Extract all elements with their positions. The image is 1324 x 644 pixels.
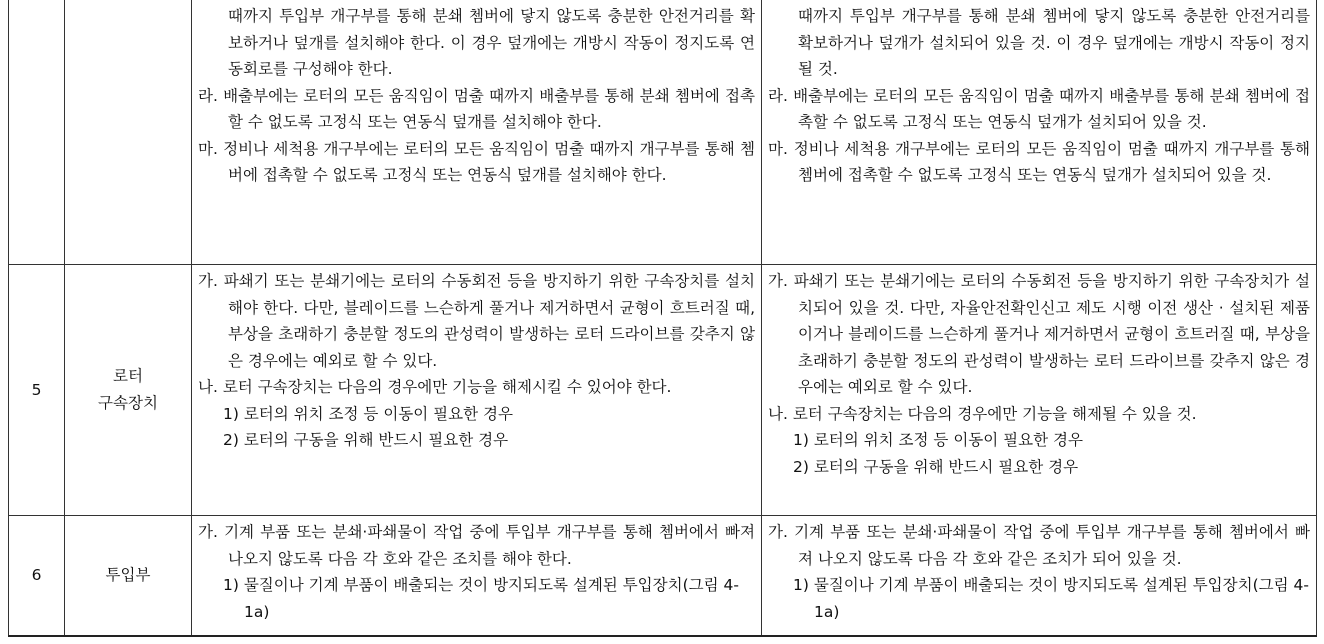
- item-name: [65, 0, 192, 265]
- standard-subitem: 1) 물질이나 기계 부품이 배출되는 것이 방지되도록 설계된 투입장치(그림 4-1a): [793, 576, 1309, 621]
- requirement-cell: [192, 516, 762, 637]
- standard-text: 가. 파쇄기 또는 분쇄기에는 로터의 수동회전 등을 방지하기 위한 구속장치가 설치되어 있을 것. 다만, 자율안전확인신고 제도 시행 이전 생산 · 설치된 제품이거나 블레이드를 느슨하게 풀거나 제거하면서 균형이 흐트러질 때, 부상을 초래하기 충분할 정도의 관성력이 발생하는 로터 드라이브를 갖추지 않은 경우에는 예외로 할 수 있다.: [768, 272, 1310, 396]
- item-name: [65, 516, 192, 637]
- standard-cell: [762, 516, 1317, 637]
- requirement-text: 나. 로터 구속장치는 다음의 경우에만 기능을 해제시킬 수 있어야 한다.: [198, 378, 672, 396]
- row-number: 6: [9, 516, 65, 637]
- row-number: 5: [9, 265, 65, 516]
- row-number: [9, 0, 65, 265]
- requirement-subitem: 2) 로터의 구동을 위해 반드시 필요한 경우: [223, 431, 509, 449]
- standard-cell: [762, 265, 1317, 516]
- table-row: [9, 516, 1317, 637]
- standard-text: 라. 배출부에는 로터의 모든 움직임이 멈출 때까지 배출부를 통해 분쇄 쳄버에 접촉할 수 없도록 고정식 또는 연동식 덮개가 설치되어 있을 것.: [768, 86, 1310, 131]
- item-name-line: 구속장치: [98, 394, 158, 412]
- standard-cell: [762, 0, 1317, 265]
- item-name-line: 로터: [113, 367, 143, 385]
- requirement-subitem: 1) 로터의 위치 조정 등 이동이 필요한 경우: [223, 404, 513, 423]
- requirement-text: 가. 기계 부품 또는 분쇄·파쇄물이 작업 중에 투입부 개구부를 통해 쳄버에서 빠져 나오지 않도록 다음 각 호와 같은 조치를 해야 한다.: [198, 523, 755, 568]
- standard-text: 나. 로터 구속장치는 다음의 경우에만 기능을 해제될 수 있을 것.: [768, 404, 1197, 423]
- requirement-text: 라. 배출부에는 로터의 모든 움직임이 멈출 때까지 배출부를 통해 분쇄 쳄버에 접촉할 수 없도록 고정식 또는 연동식 덮개를 설치해야 한다.: [198, 86, 755, 131]
- standard-text: 가. 기계 부품 또는 분쇄·파쇄물이 작업 중에 투입부 개구부를 통해 쳄버에서 빠져 나오지 않도록 다음 각 호와 같은 조치가 되어 있을 것.: [768, 523, 1310, 568]
- standard-text: 때까지 투입부 개구부를 통해 분쇄 쳄버에 닿지 않도록 충분한 안전거리를 확보하거나 덮개가 설치되어 있을 것. 이 경우 덮개에는 개방시 작동이 정지될 것.: [798, 7, 1310, 78]
- requirement-text: 마. 정비나 세척용 개구부에는 로터의 모든 움직임이 멈출 때까지 개구부를 통해 쳄버에 접촉할 수 없도록 고정식 또는 연동식 덮개를 설치해야 한다.: [198, 139, 755, 184]
- table-row: [9, 265, 1317, 516]
- requirement-cell: [192, 265, 762, 516]
- standard-subitem: 2) 로터의 구동을 위해 반드시 필요한 경우: [793, 457, 1079, 476]
- standard-subitem: 1) 로터의 위치 조정 등 이동이 필요한 경우: [793, 431, 1083, 449]
- requirement-subitem: 1) 물질이나 기계 부품이 배출되는 것이 방지되도록 설계된 투입장치(그림 4-1a): [223, 576, 739, 621]
- requirement-text: 가. 파쇄기 또는 분쇄기에는 로터의 수동회전 등을 방지하기 위한 구속장치를 설치해야 한다. 다만, 블레이드를 느슨하게 풀거나 제거하면서 균형이 흐트러질 때, 부상을 초래하기 충분할 정도의 관성력이 발생하는 로터 드라이브를 갖추지 않은 경우에는 예외로 할 수 있다.: [198, 272, 755, 370]
- requirement-cell: [192, 0, 762, 265]
- table-row: [9, 0, 1317, 265]
- requirement-text: 때까지 투입부 개구부를 통해 분쇄 쳄버에 닿지 않도록 충분한 안전거리를 확보하거나 덮개를 설치해야 한다. 이 경우 덮개에는 개방시 작동이 정지도록 연동회로를 구성해야 한다.: [228, 7, 755, 78]
- item-name-line: 투입부: [105, 566, 151, 584]
- standard-text: 마. 정비나 세척용 개구부에는 로터의 모든 움직임이 멈출 때까지 개구부를 통해 쳄버에 접촉할 수 없도록 고정식 또는 연동식 덮개가 설치되어 있을 것.: [768, 139, 1310, 184]
- requirements-table: [8, 0, 1317, 637]
- item-name: [65, 265, 192, 516]
